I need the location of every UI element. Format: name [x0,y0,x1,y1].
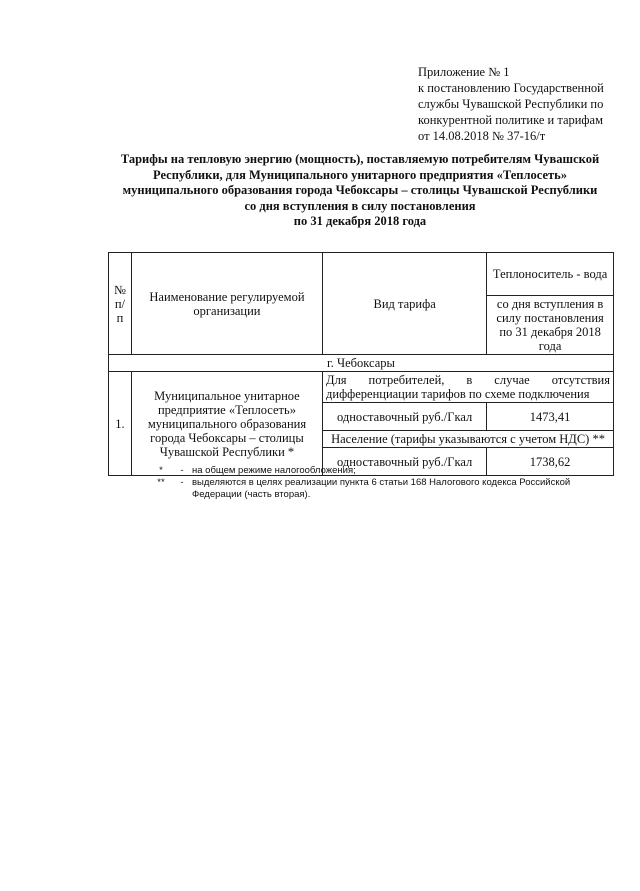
title-line: Республики, для Муниципального унитарного предприятия «Теплосеть» [152,167,568,182]
appendix-line: службы Чувашской Республики по [418,97,604,111]
header-type: Вид тарифа [323,253,487,355]
title-line: Тарифы на тепловую энергию (мощность), поставляемую потребителям Чувашской [120,152,600,166]
appendix-line: конкурентной политике и тарифам [418,113,603,127]
footnote [150,477,610,501]
tariff-table [108,252,614,476]
city-row: г. Чебоксары [109,355,614,372]
footnote-text: на общем режиме налогообложения; [192,465,356,476]
header-org: Наименование регулируемой организации [131,253,322,355]
group-consumers [323,372,614,403]
appendix-block [418,64,618,144]
group-consumers-line: Для потребителей, в случае отсутствия [326,373,610,387]
footnotes [150,465,610,501]
footnote-dash: - [180,465,184,476]
tariff-value: 1473,41 [487,403,614,431]
tariff-type: одноставочный руб./Гкал [323,448,487,476]
tariff-type: одноставочный руб./Гкал [323,403,487,431]
title-line: муниципального образования города Чебоксары – столицы Чувашской Республики [122,183,598,198]
footnote-text: выделяются в целях реализации пункта 6 статьи 168 Налогового кодекса Российской Федерации (часть вторая). [192,477,571,500]
title-line: со дня вступления в силу постановления [244,198,476,213]
tariff-value: 1738,62 [487,448,614,476]
footnote-dash: - [180,477,184,488]
footnote [150,465,610,477]
row-num: 1. [109,372,132,476]
header-num: № п/п [109,253,132,355]
header-carrier: Теплоноситель - вода [487,253,614,296]
appendix-line: Приложение № 1 [418,65,510,79]
header-period: со дня вступления в силу постановления по 31 декабря 2018 года [487,296,614,355]
appendix-line: от 14.08.2018 № 37-16/т [418,129,546,143]
group-consumers-line: дифференциации тарифов по схеме подключения [326,387,590,401]
footnote-mark: ** [157,477,165,488]
row-org: Муниципальное унитарное предприятие «Теплосеть» муниципального образования города Чебоксары – столицы Чувашской Республики * [131,372,322,476]
footnote-mark: * [159,465,163,476]
group-population: Население (тарифы указываются с учетом НДС) ** [323,431,614,448]
document-title [100,152,620,230]
appendix-line: к постановлению Государственной [418,81,604,95]
title-line: по 31 декабря 2018 года [293,214,427,229]
